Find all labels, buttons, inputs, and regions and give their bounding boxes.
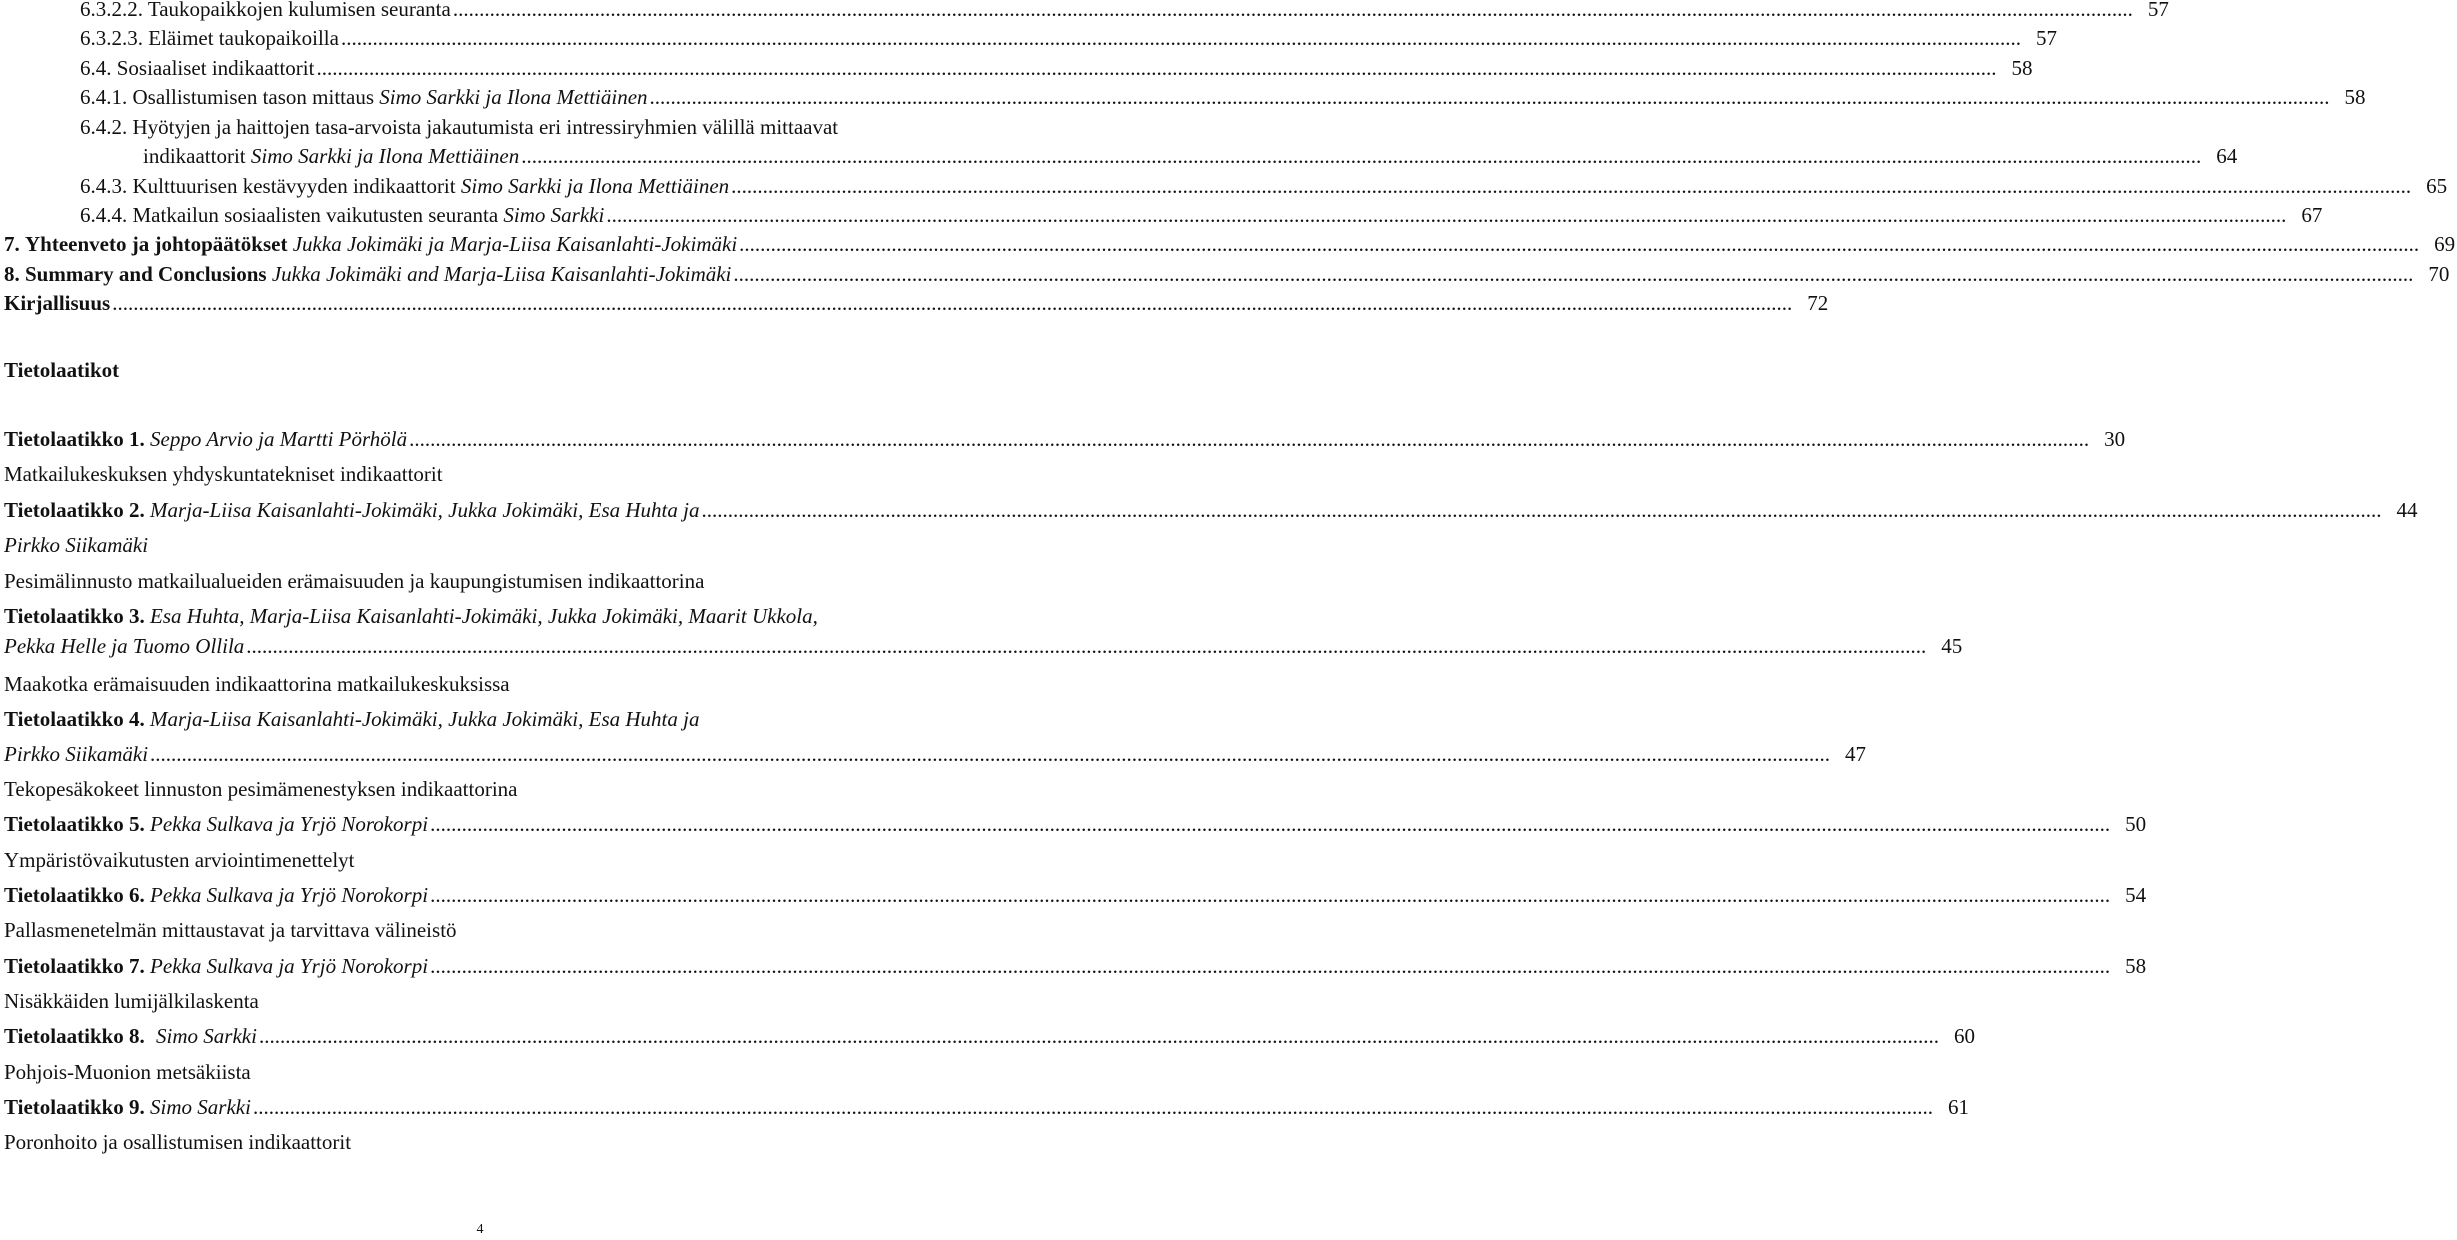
toc-number: 6.4.: [80, 56, 112, 80]
toc-number: 6.3.2.3.: [80, 26, 143, 50]
toc-number: 6.4.2.: [80, 115, 128, 139]
box-label: Tietolaatikko 5.: [4, 812, 145, 836]
box-authors-continued: Pirkko Siikamäki: [4, 533, 149, 557]
page-number: 4: [476, 1222, 484, 1237]
box-authors: Seppo Arvio ja Martti Pörhölä: [150, 427, 408, 451]
toc-page-number: 57: [2147, 0, 2169, 21]
toc-author: Simo Sarkki ja Ilona Mettiäinen: [379, 85, 648, 109]
dot-leader: [259, 1024, 1939, 1049]
dot-leader: [731, 174, 2411, 199]
toc-number: 6.4.4.: [80, 203, 128, 227]
toc-title: Kulttuurisen kestävyyden indikaattorit: [132, 174, 456, 198]
dot-leader: [341, 26, 2021, 51]
box-label: Tietolaatikko 1.: [4, 427, 145, 451]
toc-entry[interactable]: [0, 291, 1829, 321]
dot-leader: [430, 954, 2110, 979]
dot-leader: [733, 262, 2413, 287]
toc-title: Yhteenveto ja johtopäätökset: [25, 232, 288, 256]
box-label: Tietolaatikko 4.: [4, 707, 145, 731]
box-label: Tietolaatikko 6.: [4, 883, 145, 907]
toc-page-number: 70: [2428, 262, 2450, 286]
box-entry[interactable]: [0, 498, 2418, 528]
dot-leader: [650, 85, 2330, 110]
box-entry-first-line[interactable]: [4, 707, 699, 737]
dot-leader: [701, 498, 2381, 523]
toc-title: Eläimet taukopaikoilla: [148, 26, 339, 50]
toc-title: Taukopaikkojen kulumisen seuranta: [147, 0, 451, 21]
dot-leader: [150, 742, 1830, 767]
toc-title: Hyötyjen ja haittojen tasa-arvoista jakautumista eri intressiryhmien välillä mittaavat: [132, 115, 839, 139]
box-subject: Maakotka erämaisuuden indikaattorina matkailukeskuksissa: [4, 672, 510, 696]
toc-title: Matkailun sosiaalisten vaikutusten seuranta: [132, 203, 499, 227]
box-authors-continued: Pekka Helle ja Tuomo Ollila: [4, 634, 245, 658]
box-subject: Poronhoito ja osallistumisen indikaattorit: [4, 1130, 352, 1154]
box-subject: Tekopesäkokeet linnuston pesimämenestyksen indikaattorina: [4, 777, 518, 801]
toc-entry[interactable]: [0, 174, 2448, 204]
dot-leader: [453, 0, 2133, 22]
box-entry[interactable]: [0, 883, 2147, 913]
toc-title: Summary and Conclusions: [25, 262, 267, 286]
box-authors: Pekka Sulkava ja Yrjö Norokorpi: [150, 954, 429, 978]
dot-leader: [430, 883, 2110, 908]
toc-title-continued: indikaattorit: [143, 144, 246, 168]
box-entry[interactable]: [0, 1095, 1969, 1125]
box-entry[interactable]: [0, 812, 2147, 842]
toc-page-number: 58: [2011, 56, 2033, 80]
box-subject: Pohjois-Muonion metsäkiista: [4, 1060, 251, 1084]
box-subject: Matkailukeskuksen yhdyskuntatekniset indikaattorit: [4, 462, 443, 486]
toc-entry[interactable]: [0, 232, 2456, 262]
box-page-number: 54: [2125, 883, 2147, 907]
toc-entry[interactable]: [0, 262, 2450, 292]
dot-leader: [430, 812, 2110, 837]
box-authors: Marja-Liisa Kaisanlahti-Jokimäki, Jukka Jokimäki, Esa Huhta ja: [150, 498, 700, 522]
toc-author: Jukka Jokimäki and Marja-Liisa Kaisanlahti-Jokimäki: [271, 262, 732, 286]
box-subject: Ympäristövaikutusten arviointimenettelyt: [4, 848, 355, 872]
box-label: Tietolaatikko 3.: [4, 604, 145, 628]
toc-page-number: 72: [1807, 291, 1829, 315]
dot-leader: [316, 56, 1996, 81]
box-authors: Pekka Sulkava ja Yrjö Norokorpi: [150, 812, 429, 836]
toc-title: Kirjallisuus: [4, 291, 111, 315]
box-page-number: 58: [2125, 954, 2147, 978]
toc-author: Simo Sarkki ja Ilona Mettiäinen: [460, 174, 730, 198]
box-page-number: 44: [2396, 498, 2418, 522]
toc-number: 6.3.2.2.: [80, 0, 143, 21]
toc-page-number: 65: [2426, 174, 2448, 198]
toc-entry[interactable]: [0, 56, 2033, 86]
box-entry-first-line[interactable]: [4, 604, 818, 634]
dot-leader: [112, 291, 1792, 316]
box-page-number: 61: [1947, 1095, 1969, 1119]
box-page-number: 50: [2125, 812, 2147, 836]
dot-leader: [246, 634, 1926, 659]
box-label: Tietolaatikko 7.: [4, 954, 145, 978]
box-subject: Pallasmenetelmän mittaustavat ja tarvittava välineistö: [4, 918, 457, 942]
toc-author: Simo Sarkki ja Ilona Mettiäinen: [250, 144, 520, 168]
dot-leader: [739, 232, 2419, 257]
toc-number: 8.: [4, 262, 20, 286]
box-page-number: 60: [1953, 1024, 1975, 1048]
toc-entry-first-line[interactable]: [80, 115, 838, 145]
box-entry[interactable]: [0, 954, 2147, 984]
box-authors: Esa Huhta, Marja-Liisa Kaisanlahti-Jokimäki, Jukka Jokimäki, Maarit Ukkola,: [150, 604, 818, 628]
toc-page-number: 69: [2434, 232, 2456, 256]
toc-title: Sosiaaliset indikaattorit: [116, 56, 315, 80]
box-page-number: 30: [2104, 427, 2126, 451]
box-authors-continued: Pirkko Siikamäki: [4, 742, 149, 766]
toc-entry[interactable]: [0, 203, 2323, 233]
box-entry[interactable]: [0, 634, 1963, 664]
toc-number: 6.4.1.: [80, 85, 128, 109]
box-authors: Marja-Liisa Kaisanlahti-Jokimäki, Jukka Jokimäki, Esa Huhta ja: [150, 707, 700, 731]
box-authors: Simo Sarkki: [150, 1095, 251, 1119]
box-page-number: 45: [1941, 634, 1963, 658]
dot-leader: [606, 203, 2286, 228]
toc-author: Jukka Jokimäki ja Marja-Liisa Kaisanlahti-Jokimäki: [292, 232, 738, 256]
toc-entry[interactable]: [0, 85, 2366, 115]
dot-leader: [409, 427, 2089, 452]
toc-page-number: 57: [2035, 26, 2057, 50]
toc-title: Osallistumisen tason mittaus: [132, 85, 374, 109]
toc-page-number: 58: [2344, 85, 2366, 109]
toc-number: 7.: [4, 232, 20, 256]
toc-page-number: 64: [2216, 144, 2238, 168]
box-entry[interactable]: [0, 427, 2126, 457]
box-subject: Pesimälinnusto matkailualueiden erämaisuuden ja kaupungistumisen indikaattorina: [4, 569, 705, 593]
box-authors: Pekka Sulkava ja Yrjö Norokorpi: [150, 883, 429, 907]
box-label: Tietolaatikko 8.: [4, 1024, 145, 1048]
dot-leader: [521, 144, 2201, 169]
toc-entry[interactable]: [0, 0, 2169, 27]
box-page-number: 47: [1845, 742, 1867, 766]
dot-leader: [253, 1095, 1933, 1120]
toc-number: 6.4.3.: [80, 174, 128, 198]
box-subject: Nisäkkäiden lumijälkilaskenta: [4, 989, 259, 1013]
box-label: Tietolaatikko 9.: [4, 1095, 145, 1119]
toc-entry[interactable]: [0, 144, 2238, 174]
box-label: Tietolaatikko 2.: [4, 498, 145, 522]
section-heading: Tietolaatikot: [4, 358, 120, 382]
toc-page-number: 67: [2301, 203, 2323, 227]
box-entry[interactable]: [0, 742, 1867, 772]
box-authors: Simo Sarkki: [156, 1024, 257, 1048]
box-entry[interactable]: [0, 1024, 1975, 1054]
toc-entry[interactable]: [0, 26, 2057, 56]
toc-author: Simo Sarkki: [503, 203, 605, 227]
